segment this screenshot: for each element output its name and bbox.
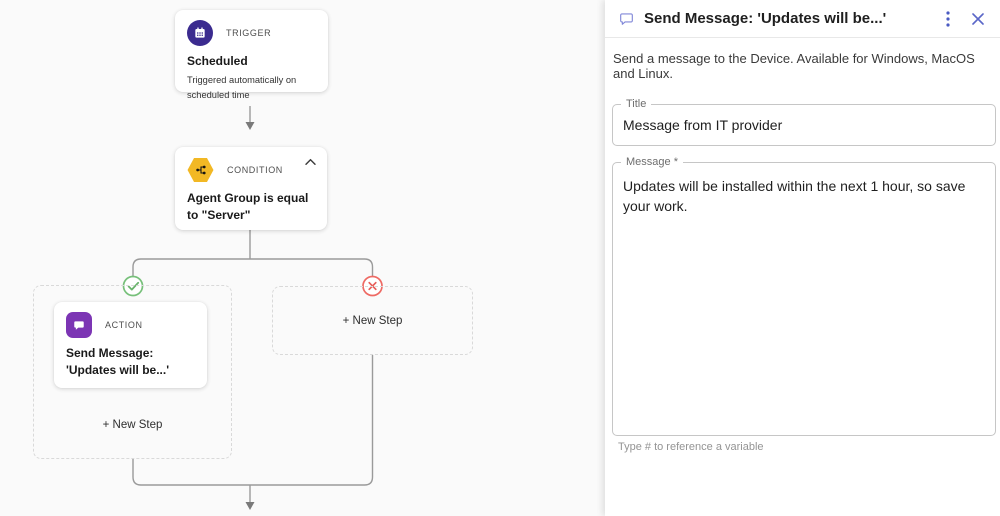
node-type-label: ACTION bbox=[105, 320, 143, 330]
new-step-button-no[interactable]: + New Step bbox=[342, 314, 403, 327]
step-settings-panel bbox=[605, 0, 1000, 516]
close-icon[interactable] bbox=[969, 10, 987, 28]
branch-yes-zone bbox=[33, 285, 232, 459]
condition-title: Agent Group is equal to "Server" bbox=[187, 191, 309, 223]
variable-helper-text: Type # to reference a variable bbox=[618, 441, 764, 453]
kebab-menu-icon[interactable] bbox=[939, 10, 957, 28]
branch-icon bbox=[187, 157, 214, 183]
step-description: Send a message to the Device. Available for Windows, MacOS and Linux. bbox=[613, 51, 975, 81]
message-textarea[interactable] bbox=[613, 163, 995, 435]
node-type-label: TRIGGER bbox=[226, 28, 272, 38]
chat-bubble-icon bbox=[66, 312, 92, 338]
new-step-button-yes[interactable]: + New Step bbox=[102, 419, 163, 431]
message-field bbox=[612, 156, 996, 436]
node-type-label: CONDITION bbox=[227, 165, 283, 175]
title-field-label: Title bbox=[621, 98, 651, 111]
panel-title: Send Message: 'Updates will be...' bbox=[644, 10, 887, 27]
message-field-label: Message * bbox=[621, 156, 683, 169]
title-input[interactable] bbox=[613, 105, 995, 145]
condition-node[interactable] bbox=[175, 147, 327, 230]
chat-bubble-icon bbox=[617, 10, 635, 28]
chevron-up-icon[interactable] bbox=[302, 154, 318, 168]
trigger-title: Scheduled bbox=[187, 54, 248, 68]
trigger-description: Triggered automatically on scheduled time bbox=[187, 75, 297, 100]
panel-header bbox=[605, 0, 1000, 38]
branch-no-zone bbox=[272, 286, 473, 355]
action-title: Send Message: 'Updates will be...' bbox=[66, 346, 170, 378]
trigger-node[interactable] bbox=[175, 10, 328, 100]
action-node[interactable] bbox=[54, 302, 207, 388]
title-field bbox=[612, 98, 996, 146]
calendar-icon bbox=[187, 20, 213, 46]
